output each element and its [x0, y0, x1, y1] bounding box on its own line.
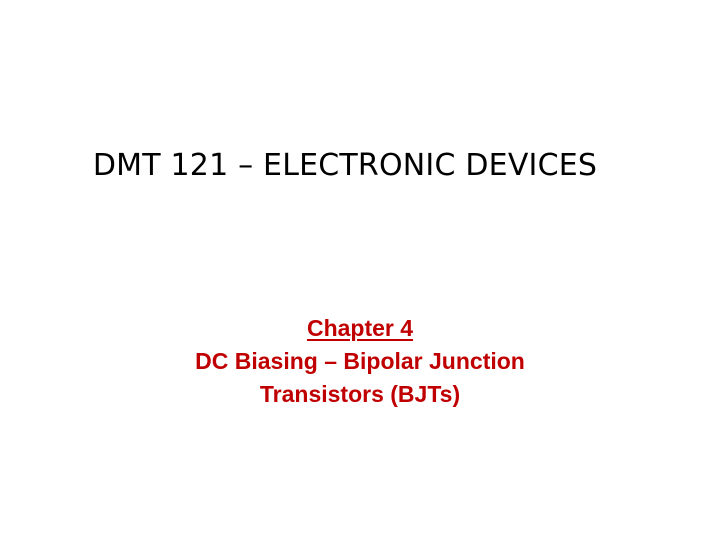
slide-subtitle [0, 312, 720, 411]
subtitle-line-1: DC Biasing – Bipolar Junction [195, 348, 525, 374]
slide-title: DMT 121 – ELECTRONIC DEVICES [92, 148, 598, 183]
chapter-label: Chapter 4 [306, 315, 414, 341]
subtitle-line-2: Transistors (BJTs) [259, 381, 461, 407]
